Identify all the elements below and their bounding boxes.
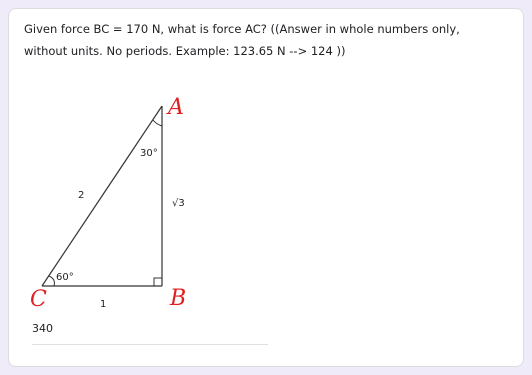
vertex-label-c: C (30, 287, 47, 312)
angle-a-label: 30° (140, 148, 158, 159)
side-bc-label: 1 (100, 299, 107, 310)
question-text: Given force BC = 170 N, what is force AC? ((Answer in whole numbers only, without units. No periods. Example: 123.65 N --> 124 )) (24, 22, 460, 58)
angle-c-arc (49, 276, 54, 286)
vertex-label-b: B (170, 286, 187, 311)
answer-value: 340 (32, 322, 53, 335)
side-ac-label: 2 (78, 190, 85, 201)
side-ac-line (42, 106, 162, 286)
answer-underline (32, 344, 268, 345)
vertex-label-a: A (168, 95, 184, 120)
side-ab-label: √3 (172, 198, 185, 209)
angle-a-arc (153, 120, 162, 126)
right-angle-marker (154, 278, 162, 286)
angle-c-label: 60° (56, 272, 74, 283)
